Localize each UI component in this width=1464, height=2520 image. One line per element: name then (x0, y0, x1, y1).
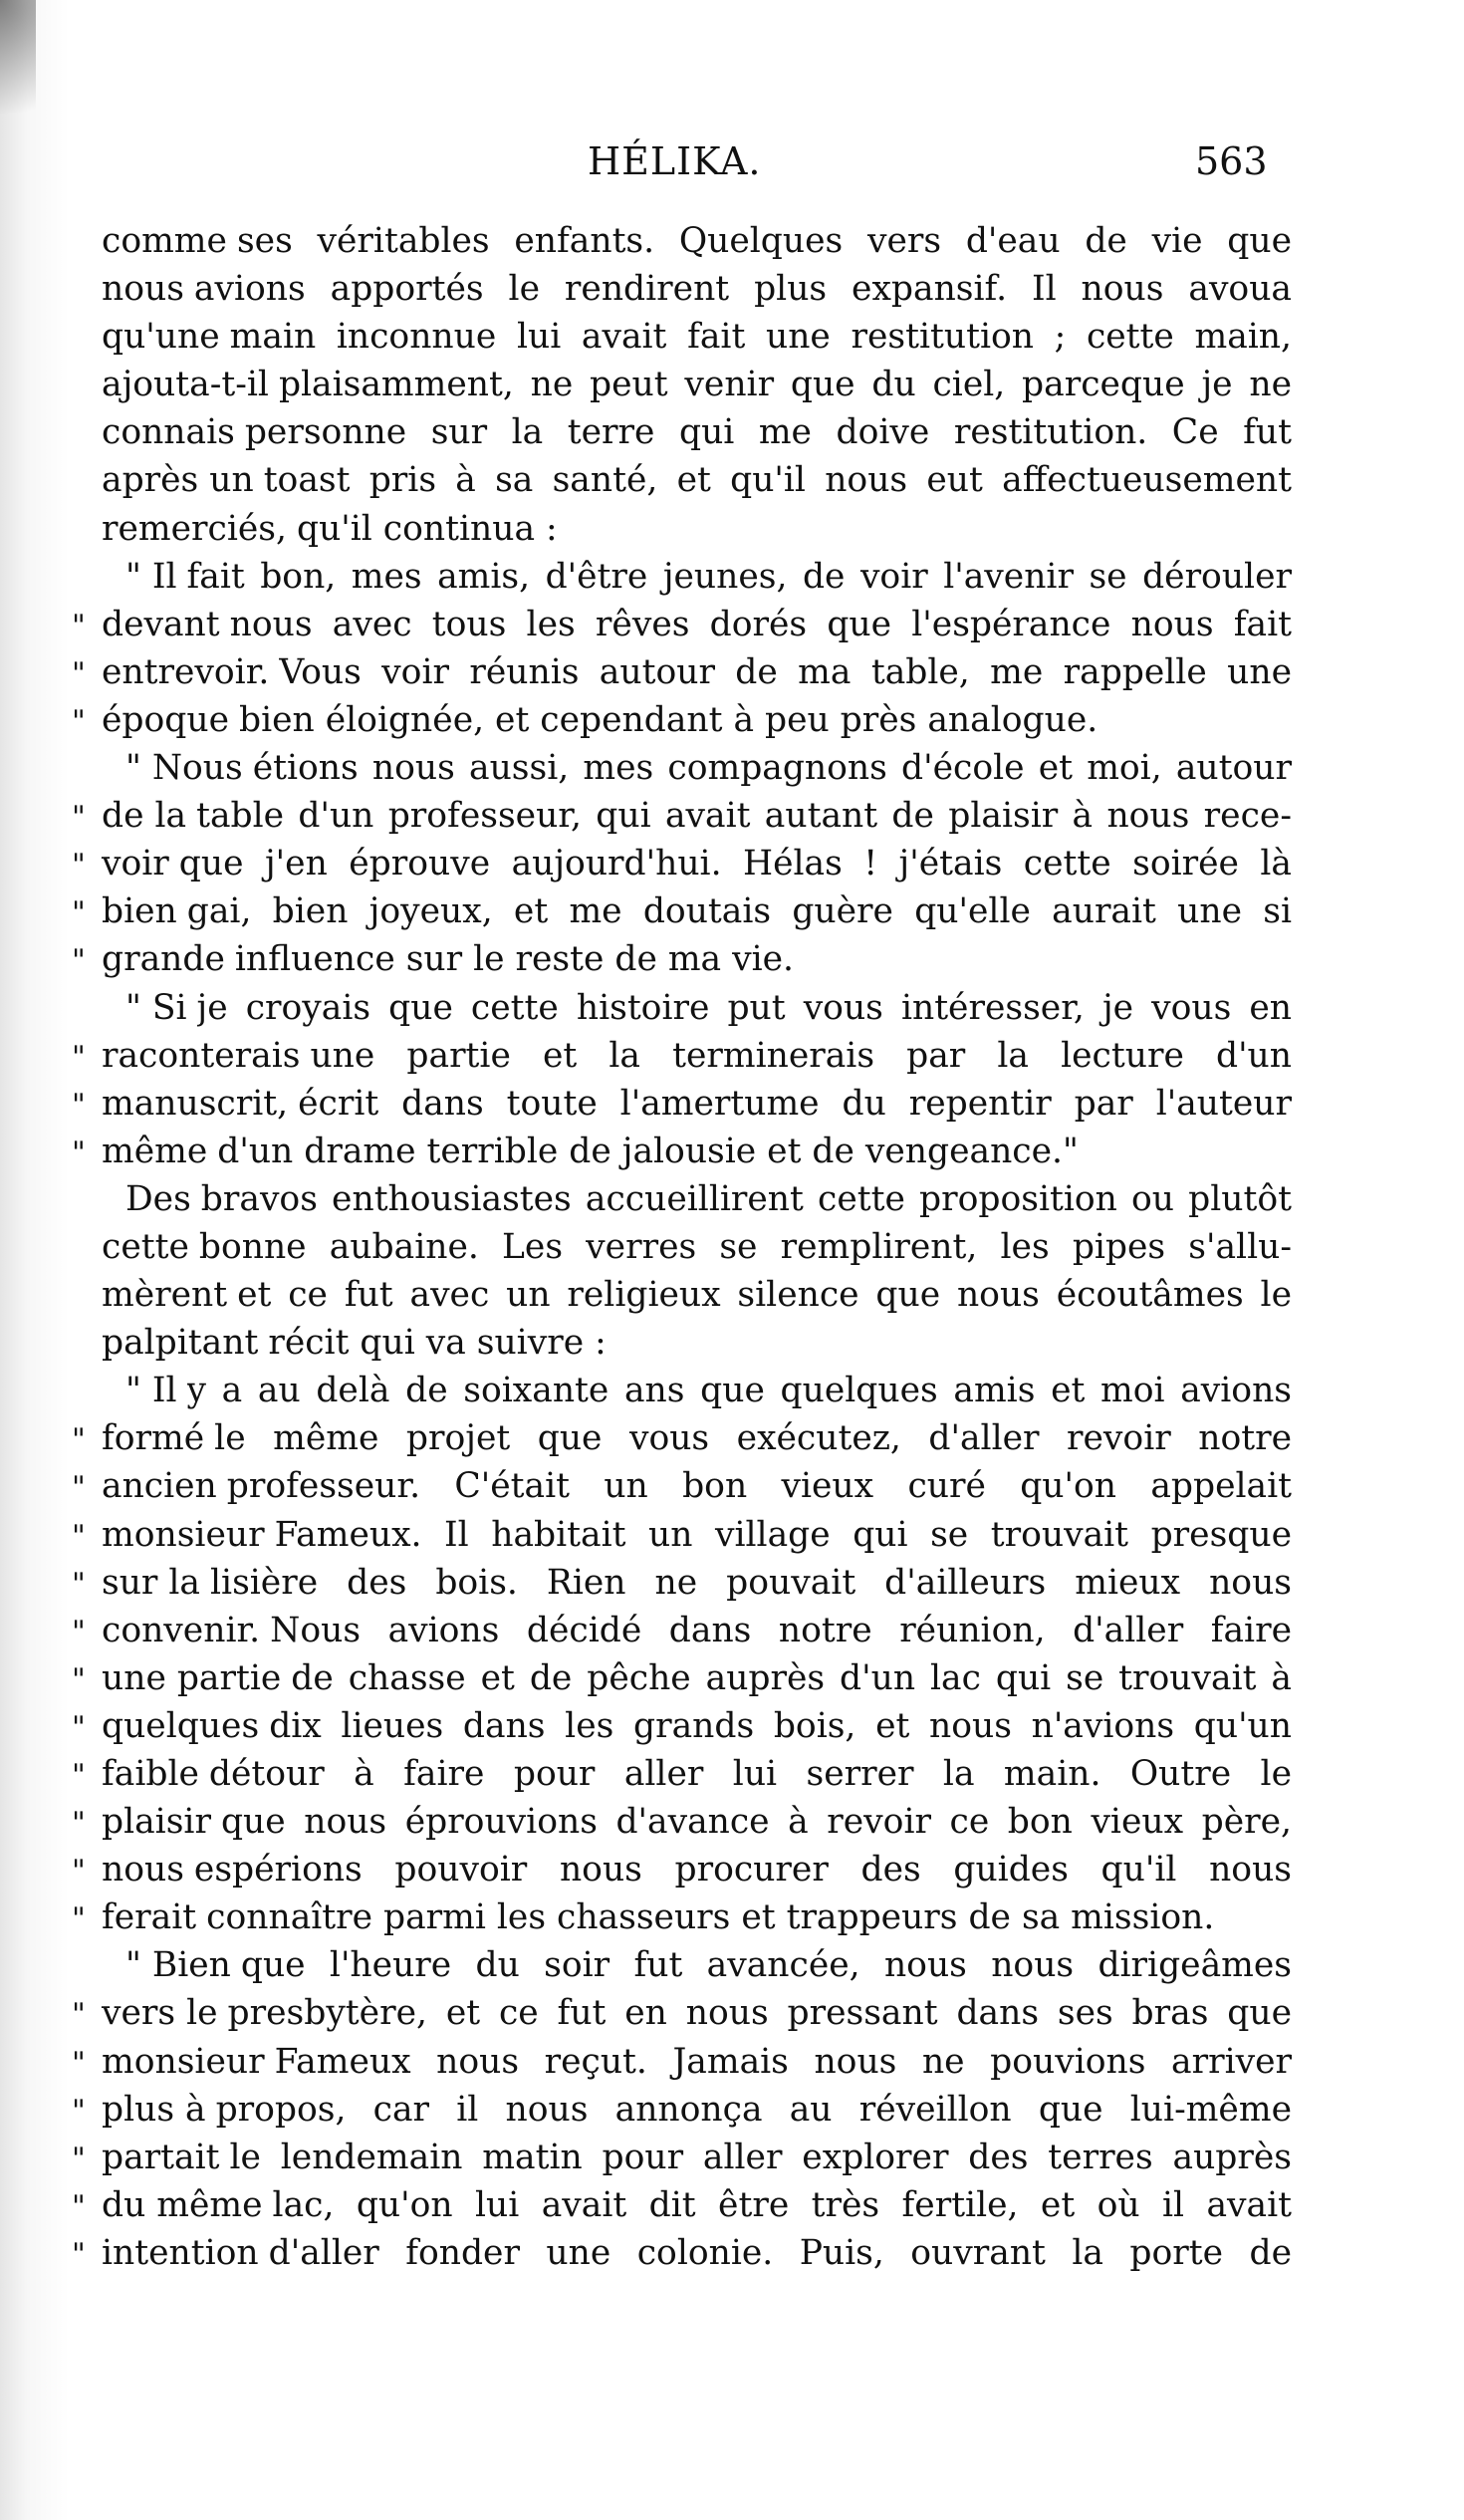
line-text: bien éloignée, et cependant à peu près analogue. (239, 699, 1098, 740)
line-text: qu'il continua : (296, 508, 558, 549)
scan-page-edge (0, 0, 70, 2520)
text-line (72, 2229, 1292, 2277)
quote-mark: " (72, 895, 86, 931)
text-line (72, 1128, 1292, 1175)
line-text: fait bon, mes amis, d'être jeunes, de voir l'avenir se dérouler (186, 556, 1292, 597)
text-line (72, 792, 1292, 840)
line-text: que j'en éprouve aujourd'hui. Hélas ! j'étais cette soirée là (178, 844, 1292, 884)
line-text: d'un drame terrible de jalousie et de vengeance." (217, 1131, 1079, 1171)
running-title: HÉLIKA. (588, 139, 762, 183)
line-text: que l'heure du soir fut avancée, nous nous dirigeâmes (240, 1945, 1292, 1986)
line-lead-word: voir (102, 844, 169, 884)
quote-mark: " (72, 1518, 86, 1554)
line-lead-word: vers le (102, 1993, 218, 2034)
quote-mark: " (72, 848, 86, 883)
line-lead-word: remerciés, (102, 508, 287, 549)
text-line (72, 1511, 1292, 1559)
quote-mark: " (72, 800, 86, 836)
quote-mark: " (72, 1854, 86, 1890)
text-line (72, 648, 1292, 696)
line-lead-word: cette (102, 1226, 189, 1267)
line-lead-word: raconterais (102, 1035, 301, 1076)
line-lead-word: Des (125, 1178, 191, 1219)
line-lead-word: " Nous (125, 748, 243, 789)
text-line (72, 2086, 1292, 2134)
line-lead-word: une partie (102, 1657, 282, 1698)
line-text: lac, qu'on lui avait dit être très fertile, et où il avait (272, 2184, 1292, 2225)
running-head (0, 139, 1464, 199)
line-text: le lendemain matin pour aller explorer des terres auprès (229, 2137, 1292, 2177)
quote-mark: " (72, 2236, 86, 2272)
line-text: que nous éprouvions d'avance à revoir ce bon vieux père, (220, 1802, 1292, 1843)
line-text: une partie et la terminerais par la lecture d'un (310, 1035, 1292, 1076)
quote-mark: " (72, 1806, 86, 1842)
line-lead-word: après un (102, 460, 254, 501)
text-line (72, 1846, 1292, 1893)
line-lead-word: convenir. (102, 1610, 261, 1650)
text-line (72, 744, 1292, 792)
text-line (72, 1607, 1292, 1654)
line-lead-word: ajouta-t-il (102, 365, 269, 405)
quote-mark: " (72, 1422, 86, 1458)
text-line (72, 456, 1292, 504)
line-lead-word: plus à (102, 2089, 206, 2130)
quote-mark: " (72, 2188, 86, 2224)
line-lead-word: même (102, 1131, 208, 1171)
line-lead-word: du même (102, 2184, 263, 2225)
line-lead-word: " Il (125, 1371, 177, 1411)
line-lead-word: " Si (125, 987, 187, 1028)
line-text: le même projet que vous exécutez, d'aller revoir notre (214, 1418, 1292, 1459)
text-line (72, 1462, 1292, 1510)
text-line (72, 2038, 1292, 2086)
quote-mark: " (72, 2141, 86, 2176)
quote-mark: " (72, 608, 86, 643)
text-line (72, 1175, 1292, 1223)
line-lead-word: palpitant (102, 1323, 259, 1364)
quote-mark: " (72, 1087, 86, 1123)
quote-mark: " (72, 1661, 86, 1697)
text-line (72, 1702, 1292, 1750)
quote-mark: " (72, 1997, 86, 2033)
line-lead-word: monsieur (102, 2041, 265, 2082)
quote-mark: " (72, 1134, 86, 1170)
quote-mark: " (72, 703, 86, 739)
line-lead-word: sur la (102, 1562, 200, 1603)
line-text: presbytère, et ce fut en nous pressant dans ses bras que (227, 1993, 1292, 2034)
text-line (72, 408, 1292, 456)
text-line (72, 1559, 1292, 1607)
line-lead-word: monsieur (102, 1514, 265, 1555)
line-text: propos, car il nous annonça au réveillon que lui-même (215, 2089, 1292, 2130)
line-text: étions nous aussi, mes compagnons d'école et moi, autour (252, 748, 1292, 789)
text-line (72, 1080, 1292, 1128)
line-lead-word: intention (102, 2232, 259, 2273)
line-lead-word: ferait (102, 1897, 197, 1938)
quote-mark: " (72, 2045, 86, 2081)
text-line (72, 1989, 1292, 2037)
line-lead-word: plaisir (102, 1802, 211, 1843)
line-lead-word: nous (102, 269, 184, 310)
quote-mark: " (72, 1039, 86, 1075)
quote-mark: " (72, 2093, 86, 2129)
line-lead-word: qu'une (102, 317, 220, 358)
line-lead-word: manuscrit, (102, 1083, 289, 1124)
line-text: connaître parmi les chasseurs et trappeurs de sa mission. (206, 1897, 1215, 1938)
text-line (72, 361, 1292, 408)
line-lead-word: bien (102, 891, 177, 932)
body-text (72, 217, 1292, 2277)
line-text: Fameux nous reçut. Jamais nous ne pouvions arriver (274, 2041, 1292, 2082)
line-text: écrit dans toute l'amertume du repentir par l'auteur (298, 1083, 1292, 1124)
line-text: Nous avions décidé dans notre réunion, d'aller faire (270, 1610, 1292, 1650)
line-text: bravos enthousiastes accueillirent cette proposition ou plutôt (200, 1178, 1292, 1219)
line-text: récit qui va suivre : (268, 1323, 607, 1364)
text-line (72, 313, 1292, 361)
quote-mark: " (72, 943, 86, 979)
line-text: lisière des bois. Rien ne pouvait d'ailleurs mieux nous (210, 1562, 1292, 1603)
line-lead-word: de la (102, 796, 187, 837)
line-text: de chasse et de pêche auprès d'un lac qui se trouvait à (291, 1657, 1292, 1698)
text-line (72, 840, 1292, 887)
text-line (72, 217, 1292, 265)
line-lead-word: quelques (102, 1705, 260, 1746)
line-text: plaisamment, ne peut venir que du ciel, parceque je ne (278, 365, 1292, 405)
quote-mark: " (72, 1566, 86, 1602)
text-line (72, 1319, 1292, 1367)
line-text: gai, bien joyeux, et me doutais guère qu'elle aurait une si (186, 891, 1292, 932)
text-line (72, 1414, 1292, 1462)
line-text: table d'un professeur, qui avait autant de plaisir à nous rece- (196, 796, 1292, 837)
text-line (72, 1271, 1292, 1319)
line-text: d'aller fonder une colonie. Puis, ouvrant la porte de (268, 2232, 1292, 2273)
text-line (72, 696, 1292, 744)
text-line (72, 265, 1292, 313)
text-line (72, 1654, 1292, 1702)
text-line (72, 601, 1292, 648)
line-lead-word: entrevoir. (102, 651, 270, 692)
quote-mark: " (72, 1709, 86, 1745)
line-text: avions apportés le rendirent plus expansif. Il nous avoua (193, 269, 1292, 310)
line-text: espérions pouvoir nous procurer des guides qu'il nous (193, 1850, 1292, 1890)
line-text: nous avec tous les rêves dorés que l'espérance nous fait (229, 604, 1292, 644)
text-line (72, 505, 1292, 553)
line-text: Fameux. Il habitait un village qui se trouvait presque (274, 1514, 1292, 1555)
text-line (72, 1941, 1292, 1989)
line-text: personne sur la terre qui me doive restitution. Ce fut (244, 412, 1292, 453)
line-lead-word: grande (102, 939, 225, 980)
line-lead-word: mèrent (102, 1275, 228, 1316)
line-lead-word: " Il (125, 556, 177, 597)
line-lead-word: comme (102, 221, 227, 261)
text-line (72, 1750, 1292, 1798)
line-text: influence sur le reste de ma vie. (234, 939, 794, 980)
text-line (72, 1798, 1292, 1846)
text-line (72, 1223, 1292, 1271)
quote-mark: " (72, 1470, 86, 1506)
quote-mark: " (72, 1901, 86, 1937)
text-line (72, 887, 1292, 935)
text-line (72, 2134, 1292, 2181)
line-text: bonne aubaine. Les verres se remplirent, les pipes s'allu- (198, 1226, 1292, 1267)
quote-mark: " (72, 655, 86, 691)
line-text: dix lieues dans les grands bois, et nous n'avions qu'un (269, 1705, 1292, 1746)
line-lead-word: partait (102, 2137, 220, 2177)
line-lead-word: formé (102, 1418, 205, 1459)
line-text: et ce fut avec un religieux silence que nous écoutâmes le (237, 1275, 1292, 1316)
text-line (72, 935, 1292, 983)
text-line (72, 984, 1292, 1032)
line-text: je croyais que cette histoire put vous intéresser, je vous en (196, 987, 1292, 1028)
line-text: professeur. C'était un bon vieux curé qu'on appelait (226, 1466, 1292, 1507)
line-lead-word: devant (102, 604, 220, 644)
line-text: y a au delà de soixante ans que quelques amis et moi avions (186, 1371, 1292, 1411)
line-text: détour à faire pour aller lui serrer la main. Outre le (208, 1754, 1292, 1794)
line-lead-word: faible (102, 1754, 199, 1794)
line-text: Vous voir réunis autour de ma table, me rappelle une (279, 651, 1292, 692)
line-text: ses véritables enfants. Quelques vers d'eau de vie que (236, 221, 1292, 261)
line-lead-word: ancien (102, 1466, 217, 1507)
line-text: main inconnue lui avait fait une restitution ; cette main, (229, 317, 1292, 358)
line-text: toast pris à sa santé, et qu'il nous eut affectueusement (263, 460, 1292, 501)
quote-mark: " (72, 1758, 86, 1793)
text-line (72, 1032, 1292, 1080)
text-line (72, 1893, 1292, 1941)
text-line (72, 2181, 1292, 2229)
text-line (72, 553, 1292, 601)
page-number: 563 (1195, 139, 1268, 183)
line-lead-word: " Bien (125, 1945, 231, 1986)
text-line (72, 1367, 1292, 1414)
line-lead-word: nous (102, 1850, 184, 1890)
line-lead-word: époque (102, 699, 229, 740)
quote-mark: " (72, 1614, 86, 1649)
line-lead-word: connais (102, 412, 235, 453)
